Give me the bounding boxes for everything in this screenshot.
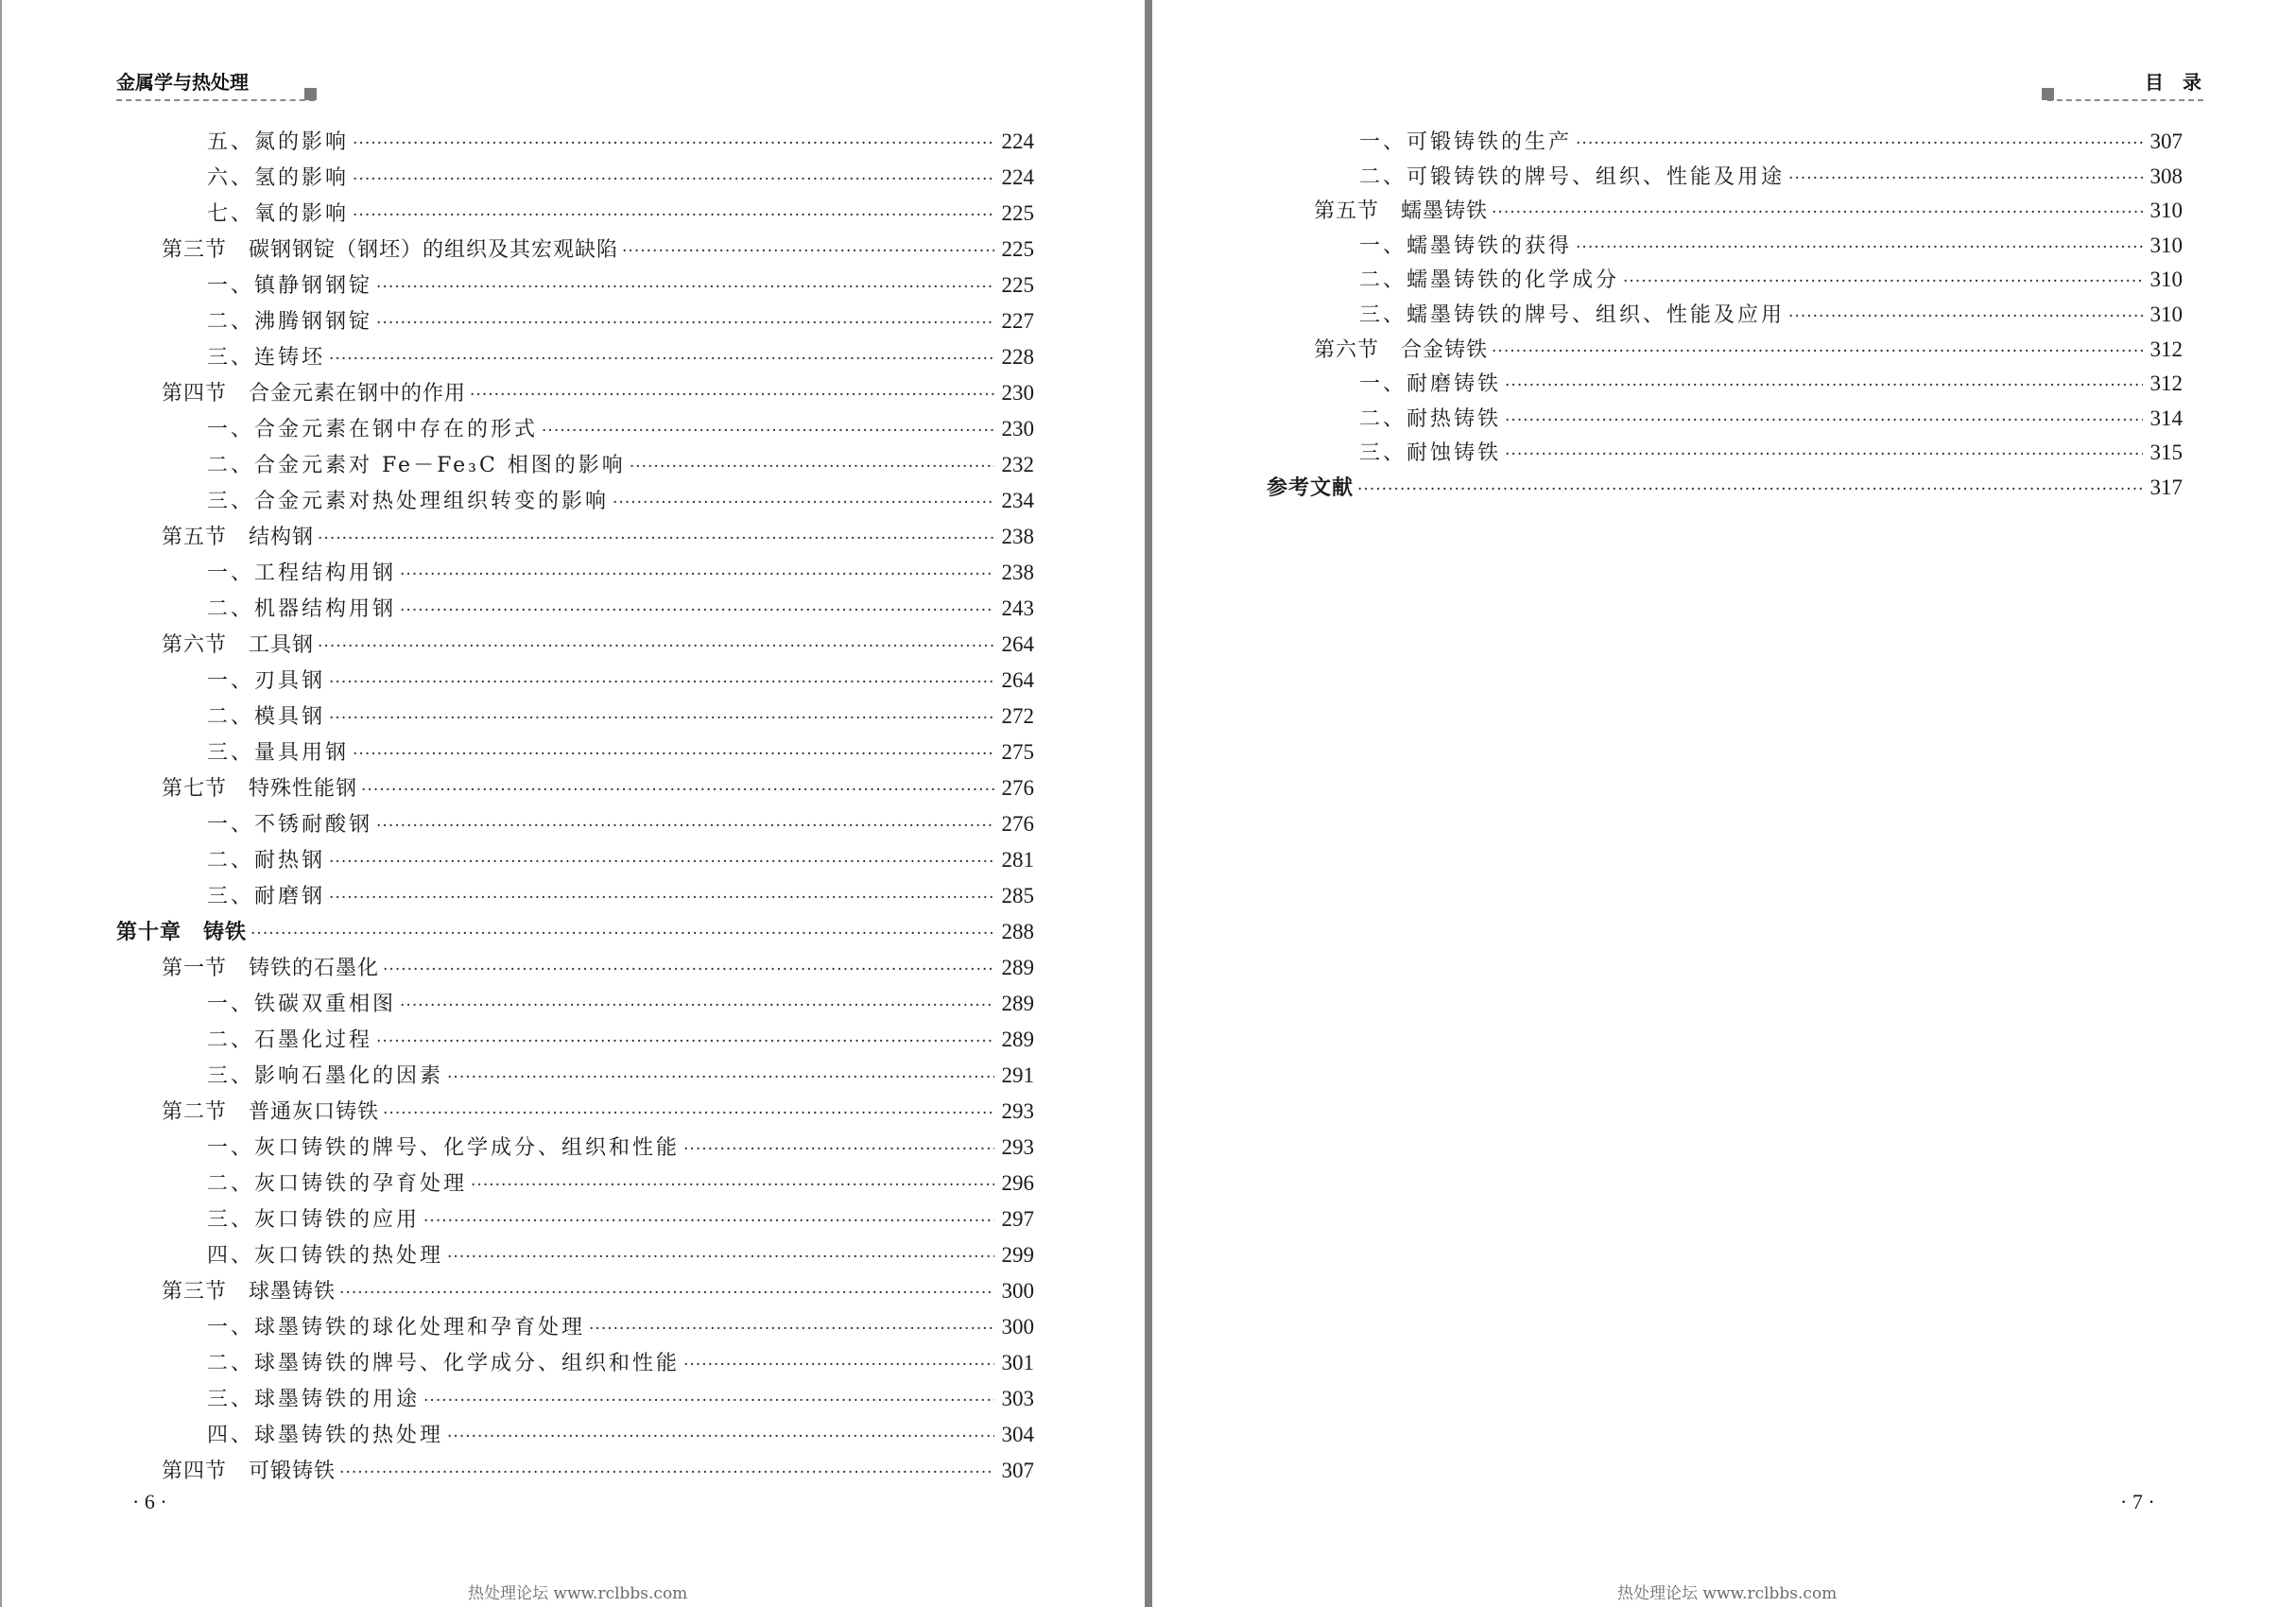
toc-entry-sub <box>1359 163 2183 193</box>
toc-entry-sub <box>207 1241 1034 1271</box>
toc-leader-dots <box>630 453 994 481</box>
toc-entry-page: 225 <box>1001 201 1034 225</box>
toc-leader-dots <box>1505 441 2142 469</box>
toc-leader-dots <box>1505 372 2142 400</box>
toc-entry-sub <box>207 1205 1034 1235</box>
toc-entry-sub <box>207 846 1034 876</box>
running-head-rule <box>2047 99 2203 101</box>
toc-entry-biblio <box>1267 474 2183 504</box>
toc-leader-dots <box>318 632 993 661</box>
toc-entry-title: 第五节 蠕墨铸铁 <box>1314 199 1489 224</box>
toc-entry-page: 289 <box>1001 956 1034 979</box>
toc-entry-page: 230 <box>1001 417 1034 441</box>
toc-entry-title: 二、耐热铸铁 <box>1359 406 1502 431</box>
toc-entry-section <box>162 774 1034 804</box>
toc-entry-section <box>1314 197 2183 227</box>
toc-entry-page: 238 <box>1001 525 1034 548</box>
toc-entry-page: 281 <box>1001 848 1034 872</box>
toc-entry-title: 二、石墨化过程 <box>207 1028 373 1052</box>
toc-entry-sub <box>1359 266 2183 296</box>
toc-leader-dots <box>376 309 993 337</box>
toc-entry-page: 303 <box>1001 1387 1034 1410</box>
toc-entry-title: 第十章 铸铁 <box>116 921 248 944</box>
toc-entry-page: 300 <box>1001 1279 1034 1303</box>
toc-entry-title: 五、氮的影响 <box>207 130 350 154</box>
toc-leader-dots <box>1788 164 2142 193</box>
toc-entry-sub <box>1359 128 2183 158</box>
toc-leader-dots <box>376 273 993 302</box>
toc-entry-sub <box>1359 439 2183 469</box>
toc-entry-title: 第三节 球墨铸铁 <box>162 1280 337 1304</box>
toc-entry-page: 310 <box>2149 199 2183 223</box>
toc-entry-sub <box>1359 301 2183 331</box>
toc-leader-dots <box>339 1459 993 1487</box>
toc-entry-page: 307 <box>1001 1459 1034 1482</box>
toc-entry-sub <box>207 1421 1034 1451</box>
toc-entry-page: 299 <box>1001 1243 1034 1267</box>
toc-entry-page: 272 <box>1001 704 1034 728</box>
toc-entry-title: 一、刃具钢 <box>207 669 326 693</box>
toc-entry-page: 225 <box>1001 273 1034 297</box>
toc-entry-page: 289 <box>1001 1028 1034 1051</box>
toc-entry-section <box>162 1457 1034 1487</box>
toc-entry-page: 224 <box>1001 165 1034 189</box>
toc-entry-title: 四、球墨铸铁的热处理 <box>207 1424 444 1447</box>
toc-entry-sub <box>207 990 1034 1020</box>
toc-entry-title: 参考文献 <box>1267 476 1355 500</box>
toc-leader-dots <box>339 1279 993 1307</box>
toc-entry-sub <box>207 1169 1034 1200</box>
toc-leader-dots <box>361 776 993 804</box>
toc-entry-sub <box>207 702 1034 733</box>
running-head-contents: 目 录 <box>2145 71 2201 94</box>
toc-entry-page: 307 <box>2149 130 2183 153</box>
toc-entry-sub <box>207 559 1034 589</box>
toc-entry-section <box>162 379 1034 409</box>
toc-entry-section <box>162 235 1034 266</box>
toc-entry-page: 276 <box>1001 776 1034 800</box>
toc-leader-dots <box>353 201 993 230</box>
toc-entry-page: 289 <box>1001 992 1034 1015</box>
toc-entry-title: 一、球墨铸铁的球化处理和孕育处理 <box>207 1316 586 1339</box>
toc-entry-sub <box>207 1133 1034 1164</box>
toc-entry-page: 296 <box>1001 1171 1034 1195</box>
toc-leader-dots <box>353 130 993 158</box>
toc-entry-sub <box>207 164 1034 194</box>
toc-entry-page: 310 <box>2149 302 2183 326</box>
toc-entry-title: 七、氧的影响 <box>207 202 350 226</box>
toc-leader-dots <box>383 1099 993 1128</box>
toc-entry-page: 225 <box>1001 237 1034 261</box>
toc-entry-title: 一、不锈耐酸钢 <box>207 813 373 837</box>
toc-entry-page: 230 <box>1001 381 1034 405</box>
toc-leader-dots <box>1623 268 2142 296</box>
toc-leader-dots <box>1357 475 2142 504</box>
toc-leader-dots <box>470 381 993 409</box>
toc-entry-sub <box>207 1026 1034 1056</box>
toc-entry-title: 二、球墨铸铁的牌号、化学成分、组织和性能 <box>207 1352 681 1375</box>
toc-entry-title: 三、耐磨钢 <box>207 885 326 908</box>
toc-leader-dots <box>329 345 993 373</box>
toc-leader-dots <box>376 1028 993 1056</box>
toc-entry-title: 四、灰口铸铁的热处理 <box>207 1244 444 1268</box>
toc-entry-title: 第六节 合金铸铁 <box>1314 337 1489 362</box>
toc-entry-sub <box>207 1349 1034 1379</box>
toc-leader-dots <box>622 237 993 266</box>
toc-entry-sub <box>207 451 1034 481</box>
toc-entry-page: 228 <box>1001 345 1034 369</box>
toc-entry-page: 285 <box>1001 884 1034 907</box>
toc-entry-title: 第二节 普通灰口铸铁 <box>162 1100 380 1124</box>
toc-leader-dots <box>329 884 993 912</box>
toc-entry-page: 227 <box>1001 309 1034 333</box>
toc-leader-dots <box>353 165 993 194</box>
toc-leader-dots <box>329 704 993 733</box>
toc-entry-page: 276 <box>1001 812 1034 836</box>
toc-leader-dots <box>353 740 993 769</box>
toc-entry-title: 一、可锻铸铁的生产 <box>1359 130 1573 154</box>
toc-entry-sub <box>207 595 1034 625</box>
toc-entry-page: 317 <box>2149 475 2183 499</box>
toc-leader-dots <box>683 1135 993 1164</box>
toc-entry-title: 第三节 碳钢钢锭（钢坯）的组织及其宏观缺陷 <box>162 238 619 262</box>
toc-entry-title: 第七节 特殊性能钢 <box>162 777 358 801</box>
toc-entry-section <box>162 954 1034 984</box>
toc-entry-page: 312 <box>2149 372 2183 396</box>
toc-leader-dots <box>250 920 993 948</box>
toc-leader-dots <box>589 1315 993 1343</box>
toc-leader-dots <box>1492 337 2142 366</box>
toc-leader-dots <box>542 417 993 445</box>
toc-entry-title: 二、可锻铸铁的牌号、组织、性能及用途 <box>1359 164 1786 189</box>
toc-entry-sub <box>207 128 1034 158</box>
toc-entry-sub <box>207 415 1034 445</box>
toc-entry-page: 288 <box>1001 920 1034 943</box>
toc-entry-section <box>162 523 1034 553</box>
toc-leader-dots <box>447 1243 993 1271</box>
toc-entry-title: 第一节 铸铁的石墨化 <box>162 957 380 980</box>
toc-entry-sub <box>207 343 1034 373</box>
toc-leader-dots <box>1505 406 2142 435</box>
toc-entry-page: 308 <box>2149 164 2183 188</box>
running-head-book-title: 金属学与热处理 <box>116 71 249 94</box>
toc-entry-sub <box>207 307 1034 337</box>
toc-entry-title: 二、合金元素对 Fe－Fe₃C 相图的影响 <box>207 454 626 477</box>
toc-entry-title: 第六节 工具钢 <box>162 633 315 657</box>
toc-entry-page: 232 <box>1001 453 1034 476</box>
toc-entry-section <box>162 1277 1034 1307</box>
toc-entry-page: 315 <box>2149 441 2183 465</box>
toc-entry-sub <box>207 1385 1034 1415</box>
toc-entry-sub <box>207 738 1034 769</box>
toc-entry-title: 第五节 结构钢 <box>162 526 315 549</box>
toc-leader-dots <box>400 596 993 625</box>
left-page <box>0 0 1145 1607</box>
toc-leader-dots <box>613 489 993 517</box>
toc-entry-sub <box>207 882 1034 912</box>
toc-entry-title: 三、量具用钢 <box>207 741 350 765</box>
page-number-right: · 7 · <box>2120 1490 2155 1513</box>
toc-entry-sub <box>1359 405 2183 435</box>
toc-entry-title: 二、蠕墨铸铁的化学成分 <box>1359 268 1620 293</box>
toc-entry-title: 一、镇静钢钢锭 <box>207 274 373 298</box>
toc-leader-dots <box>1576 233 2142 262</box>
toc-leader-dots <box>329 848 993 876</box>
toc-leader-dots <box>447 1063 993 1092</box>
toc-entry-title: 三、连铸坯 <box>207 346 326 370</box>
toc-entry-title: 第四节 合金元素在钢中的作用 <box>162 382 467 406</box>
toc-entry-title: 二、机器结构用钢 <box>207 597 397 621</box>
toc-leader-dots <box>400 992 993 1020</box>
toc-entry-page: 293 <box>1001 1099 1034 1123</box>
toc-entry-title: 三、蠕墨铸铁的牌号、组织、性能及应用 <box>1359 303 1786 327</box>
toc-entry-page: 264 <box>1001 632 1034 656</box>
toc-leader-dots <box>376 812 993 840</box>
toc-entry-title: 第四节 可锻铸铁 <box>162 1460 337 1483</box>
toc-entry-section <box>162 631 1034 661</box>
toc-leader-dots <box>683 1351 993 1379</box>
toc-entry-title: 二、模具钢 <box>207 705 326 729</box>
toc-entry-sub <box>207 810 1034 840</box>
toc-leader-dots <box>383 956 993 984</box>
toc-leader-dots <box>447 1423 993 1451</box>
toc-leader-dots <box>400 561 993 589</box>
toc-entry-section <box>1314 336 2183 366</box>
toc-entry-title: 三、合金元素对热处理组织转变的影响 <box>207 490 610 513</box>
toc-entry-page: 291 <box>1001 1063 1034 1087</box>
toc-leader-dots <box>423 1387 993 1415</box>
toc-leader-dots <box>1576 130 2142 158</box>
footer-watermark-left: 热处理论坛 www.rclbbs.com <box>468 1584 688 1603</box>
toc-entry-title: 二、沸腾钢钢锭 <box>207 310 373 334</box>
running-head-marker <box>304 88 317 100</box>
page-number-left: · 6 · <box>132 1490 167 1513</box>
toc-entry-sub <box>207 1313 1034 1343</box>
toc-entry-title: 三、灰口铸铁的应用 <box>207 1208 421 1232</box>
book-gutter <box>1145 0 1152 1607</box>
toc-entry-page: 310 <box>2149 233 2183 257</box>
toc-entry-title: 一、耐磨铸铁 <box>1359 372 1502 397</box>
right-page <box>1152 0 2296 1607</box>
toc-entry-page: 293 <box>1001 1135 1034 1159</box>
footer-watermark-right: 热处理论坛 www.rclbbs.com <box>1617 1584 1838 1603</box>
toc-entry-title: 二、耐热钢 <box>207 849 326 873</box>
toc-entry-page: 300 <box>1001 1315 1034 1339</box>
toc-entry-page: 310 <box>2149 268 2183 292</box>
toc-entry-page: 297 <box>1001 1207 1034 1231</box>
toc-entry-page: 304 <box>1001 1423 1034 1446</box>
toc-leader-dots <box>471 1171 993 1200</box>
toc-entry-sub <box>1359 370 2183 400</box>
toc-leader-dots <box>329 668 993 697</box>
toc-entry-sub <box>207 1062 1034 1092</box>
toc-entry-title: 三、耐蚀铸铁 <box>1359 441 1502 466</box>
toc-entry-page: 314 <box>2149 406 2183 430</box>
toc-entry-page: 234 <box>1001 489 1034 512</box>
running-head-rule <box>116 99 315 101</box>
running-head-marker <box>2042 88 2054 100</box>
toc-entry-title: 六、氢的影响 <box>207 166 350 190</box>
toc-entry-page: 312 <box>2149 337 2183 361</box>
toc-entry-sub <box>207 666 1034 697</box>
toc-entry-title: 三、影响石墨化的因素 <box>207 1064 444 1088</box>
toc-entry-page: 243 <box>1001 596 1034 620</box>
toc-entry-sub <box>207 271 1034 302</box>
toc-leader-dots <box>423 1207 993 1235</box>
toc-entry-page: 301 <box>1001 1351 1034 1374</box>
toc-entry-page: 264 <box>1001 668 1034 692</box>
toc-entry-chapter <box>116 918 1034 948</box>
toc-entry-section <box>162 1097 1034 1128</box>
toc-entry-sub <box>207 487 1034 517</box>
toc-entry-title: 一、工程结构用钢 <box>207 562 397 585</box>
toc-entry-title: 三、球墨铸铁的用途 <box>207 1388 421 1411</box>
toc-leader-dots <box>318 525 993 553</box>
toc-entry-sub <box>207 199 1034 230</box>
toc-entry-page: 238 <box>1001 561 1034 584</box>
toc-entry-title: 一、铁碳双重相图 <box>207 993 397 1016</box>
toc-leader-dots <box>1492 199 2142 227</box>
toc-entry-title: 二、灰口铸铁的孕育处理 <box>207 1172 468 1196</box>
toc-entry-title: 一、合金元素在钢中存在的形式 <box>207 418 539 441</box>
toc-entry-title: 一、蠕墨铸铁的获得 <box>1359 233 1573 258</box>
toc-entry-title: 一、灰口铸铁的牌号、化学成分、组织和性能 <box>207 1136 681 1160</box>
toc-leader-dots <box>1788 302 2142 331</box>
toc-entry-sub <box>1359 232 2183 262</box>
toc-entry-page: 224 <box>1001 130 1034 153</box>
toc-entry-page: 275 <box>1001 740 1034 764</box>
